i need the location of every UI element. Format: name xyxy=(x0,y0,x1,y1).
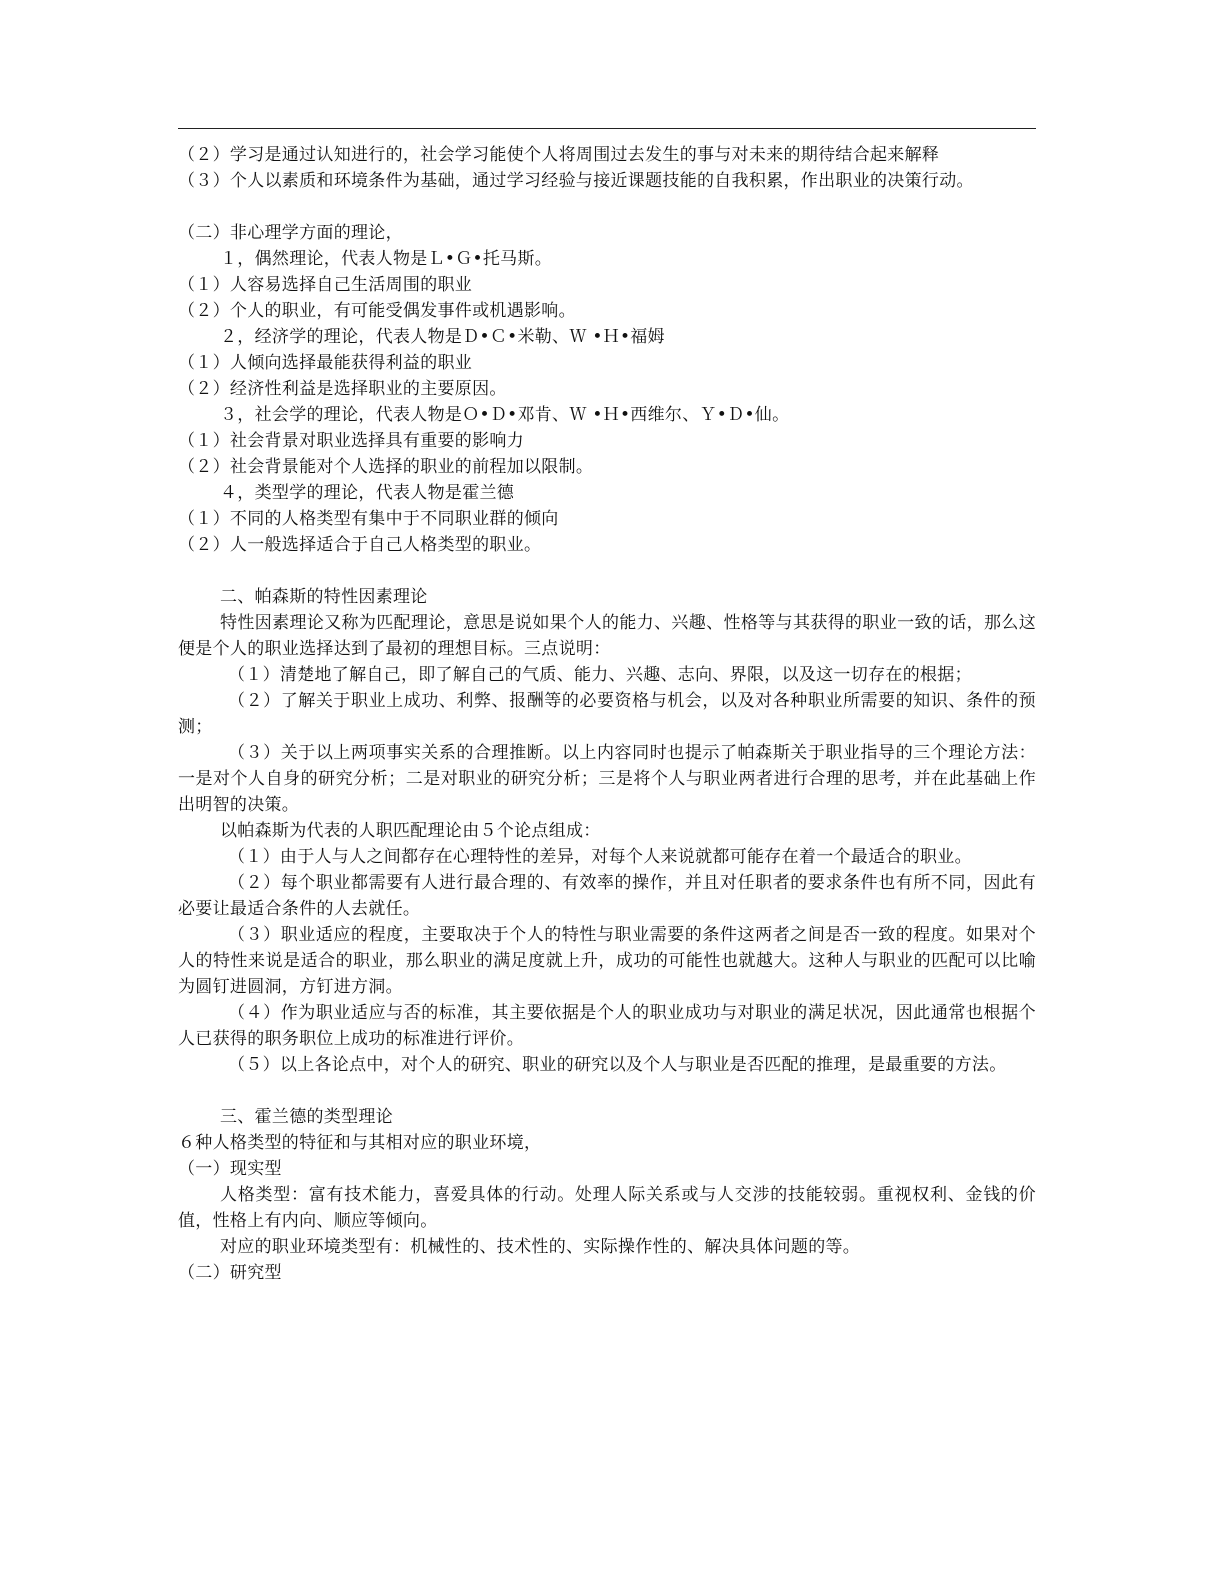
blank-line xyxy=(178,558,1036,584)
section-heading-non-psychological: （二）非心理学方面的理论， xyxy=(178,223,403,243)
paragraph-point: （３）职业适应的程度，主要取决于个人的特性与职业需要的条件这两者之间是否一致的程度。如果对个人的特性来说是适合的职业，那么职业的满足度就上升，成功的可能性也就越大。这种人与职业的匹配可以比喻为圆钉进圆洞，方钉进方洞。 xyxy=(178,925,1036,997)
list-item: （１）人容易选择自己生活周围的职业 xyxy=(178,275,473,295)
paragraph-learning-decision: （３）个人以素质和环境条件为基础，通过学习经验与接近课题技能的自我积累，作出职业的决策行动。 xyxy=(178,171,974,191)
paragraph-trait-factor: 特性因素理论又称为匹配理论，意思是说如果个人的能力、兴趣、性格等与其获得的职业一致的话，那么这便是个人的职业选择达到了最初的理想目标。三点说明： xyxy=(178,613,1036,659)
header-rule xyxy=(178,128,1036,129)
paragraph-point: （２）每个职业都需要有人进行最合理的、有效率的操作，并且对任职者的要求条件也有所不同，因此有必要让最适合条件的人去就任。 xyxy=(178,873,1036,919)
list-item: （１）不同的人格类型有集中于不同职业群的倾向 xyxy=(178,509,559,529)
theory-typology-heading: ４，类型学的理论，代表人物是霍兰德 xyxy=(220,483,515,503)
blank-line xyxy=(178,1078,1036,1104)
paragraph-realistic-environment: 对应的职业环境类型有：机械性的、技术性的、实际操作性的、解决具体问题的等。 xyxy=(220,1237,861,1257)
section-heading-parsons: 二、帕森斯的特性因素理论 xyxy=(220,587,428,607)
subheading-investigative: （二）研究型 xyxy=(178,1263,282,1283)
list-item: （２）经济性利益是选择职业的主要原因。 xyxy=(178,379,507,399)
theory-chance-heading: １，偶然理论，代表人物是Ｌ•Ｇ•托马斯。 xyxy=(220,249,553,269)
theory-sociology-heading: ３，社会学的理论，代表人物是Ｏ•Ｄ•邓肯、Ｗ •Ｈ•西维尔、Ｙ•Ｄ•仙。 xyxy=(220,405,790,425)
list-item: （１）人倾向选择最能获得利益的职业 xyxy=(178,353,473,373)
section-heading-holland: 三、霍兰德的类型理论 xyxy=(220,1107,393,1127)
list-item: （１）社会背景对职业选择具有重要的影响力 xyxy=(178,431,524,451)
paragraph-point: （２）了解关于职业上成功、利弊、报酬等的必要资格与机会，以及对各种职业所需要的知识、条件的预测； xyxy=(178,691,1036,737)
paragraph-point: （４）作为职业适应与否的标准，其主要依据是个人的职业成功与对职业的满足状况，因此通常也根据个人已获得的职务职位上成功的标准进行评价。 xyxy=(178,1003,1036,1049)
list-item: （２）个人的职业，有可能受偶发事件或机遇影响。 xyxy=(178,301,576,321)
list-item: （２）社会背景能对个人选择的职业的前程加以限制。 xyxy=(178,457,594,477)
paragraph-point: （３）关于以上两项事实关系的合理推断。以上内容同时也提示了帕森斯关于职业指导的三个理论方法：一是对个人自身的研究分析；二是对职业的研究分析；三是将个人与职业两者进行合理的思考，并在此基础上作出明智的决策。 xyxy=(178,743,1036,815)
blank-line xyxy=(178,194,1036,220)
paragraph-six-types: ６种人格类型的特征和与其相对应的职业环境， xyxy=(178,1133,542,1153)
document-body xyxy=(178,142,1036,1286)
subheading-realistic: （一）现实型 xyxy=(178,1159,282,1179)
paragraph-five-points-intro: 以帕森斯为代表的人职匹配理论由５个论点组成： xyxy=(220,821,601,841)
theory-economic-heading: ２，经济学的理论，代表人物是Ｄ•Ｃ•米勒、Ｗ •Ｈ•福姆 xyxy=(220,327,665,347)
paragraph-point: （５）以上各论点中，对个人的研究、职业的研究以及个人与职业是否匹配的推理，是最重要的方法。 xyxy=(228,1055,1007,1075)
paragraph-learning-cognition: （２）学习是通过认知进行的，社会学习能使个人将周围过去发生的事与对未来的期待结合起来解释 xyxy=(178,145,940,165)
paragraph-point: （１）清楚地了解自己，即了解自己的气质、能力、兴趣、志向、界限，以及这一切存在的根据； xyxy=(228,665,972,685)
paragraph-point: （１）由于人与人之间都存在心理特性的差异，对每个人来说就都可能存在着一个最适合的职业。 xyxy=(228,847,972,867)
paragraph-realistic-personality: 人格类型：富有技术能力，喜爱具体的行动。处理人际关系或与人交涉的技能较弱。重视权利、金钱的价值，性格上有内向、顺应等倾向。 xyxy=(178,1185,1036,1231)
list-item: （２）人一般选择适合于自己人格类型的职业。 xyxy=(178,535,542,555)
